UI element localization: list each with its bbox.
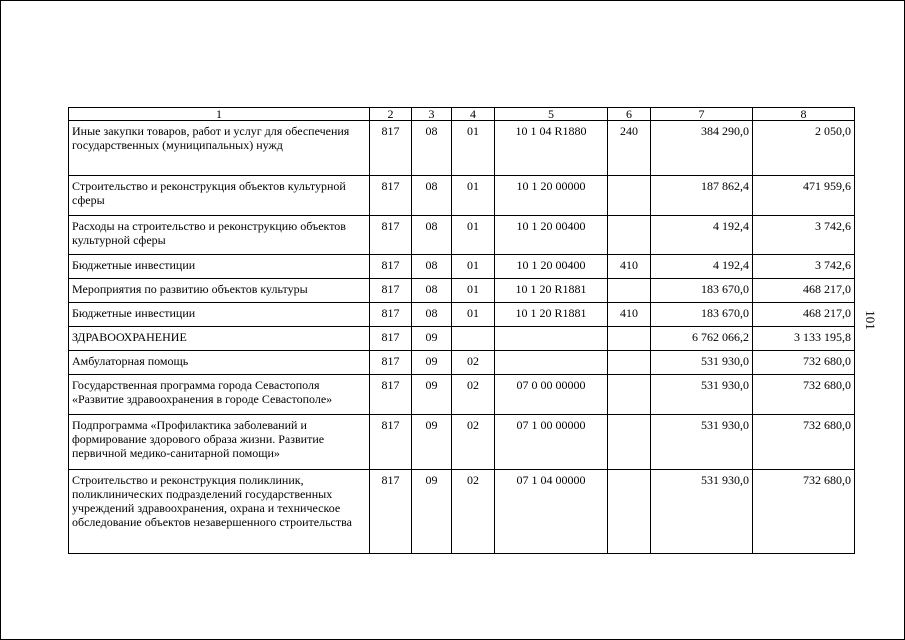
cell-c6: 410 [608, 303, 651, 327]
table-row [69, 351, 855, 375]
cell-c8: 732 680,0 [753, 470, 855, 554]
column-header: 6 [608, 108, 651, 121]
row-name: Амбулаторная помощь [69, 351, 370, 375]
cell-c6 [608, 470, 651, 554]
cell-c2: 817 [370, 303, 412, 327]
cell-c4: 01 [452, 121, 495, 176]
row-name: Бюджетные инвестиции [69, 255, 370, 279]
column-header: 1 [69, 108, 370, 121]
cell-c6: 410 [608, 255, 651, 279]
cell-c5 [495, 351, 608, 375]
cell-c3: 09 [412, 351, 452, 375]
cell-c6 [608, 279, 651, 303]
cell-c6 [608, 327, 651, 351]
cell-c6 [608, 216, 651, 255]
cell-c3: 09 [412, 470, 452, 554]
row-name: Строительство и реконструкция объектов культурной сферы [69, 176, 370, 216]
cell-c3: 08 [412, 279, 452, 303]
table-row [69, 121, 855, 176]
cell-c2: 817 [370, 327, 412, 351]
cell-c7: 187 862,4 [651, 176, 753, 216]
cell-c2: 817 [370, 255, 412, 279]
table-row [69, 303, 855, 327]
cell-c3: 08 [412, 255, 452, 279]
cell-c2: 817 [370, 470, 412, 554]
row-name: Бюджетные инвестиции [69, 303, 370, 327]
cell-c5: 10 1 04 R1880 [495, 121, 608, 176]
row-name: Государственная программа города Севастополя «Развитие здравоохранения в городе Севастополе» [69, 375, 370, 415]
table-row [69, 415, 855, 470]
cell-c7: 531 930,0 [651, 415, 753, 470]
cell-c5: 10 1 20 R1881 [495, 303, 608, 327]
cell-c7: 183 670,0 [651, 279, 753, 303]
cell-c4: 01 [452, 255, 495, 279]
cell-c3: 09 [412, 375, 452, 415]
page-number: 101 [863, 310, 878, 330]
column-header: 4 [452, 108, 495, 121]
cell-c3: 09 [412, 415, 452, 470]
cell-c4: 01 [452, 279, 495, 303]
cell-c8: 732 680,0 [753, 375, 855, 415]
column-header: 7 [651, 108, 753, 121]
cell-c5: 10 1 20 R1881 [495, 279, 608, 303]
cell-c2: 817 [370, 121, 412, 176]
cell-c8: 732 680,0 [753, 351, 855, 375]
cell-c4: 01 [452, 303, 495, 327]
column-header: 5 [495, 108, 608, 121]
column-header: 8 [753, 108, 855, 121]
cell-c2: 817 [370, 375, 412, 415]
cell-c6 [608, 351, 651, 375]
header-row [69, 108, 855, 121]
cell-c5: 07 1 04 00000 [495, 470, 608, 554]
row-name: Иные закупки товаров, работ и услуг для обеспечения государственных (муниципальных) нужд [69, 121, 370, 176]
row-name: Расходы на строительство и реконструкцию объектов культурной сферы [69, 216, 370, 255]
cell-c4: 02 [452, 470, 495, 554]
cell-c8: 3 133 195,8 [753, 327, 855, 351]
cell-c7: 4 192,4 [651, 255, 753, 279]
cell-c5 [495, 327, 608, 351]
cell-c8: 468 217,0 [753, 279, 855, 303]
table-row [69, 255, 855, 279]
cell-c2: 817 [370, 176, 412, 216]
budget-table [68, 107, 855, 554]
cell-c7: 531 930,0 [651, 470, 753, 554]
cell-c3: 08 [412, 121, 452, 176]
cell-c7: 384 290,0 [651, 121, 753, 176]
cell-c6: 240 [608, 121, 651, 176]
row-name: Подпрограмма «Профилактика заболеваний и формирование здорового образа жизни. Развитие первичной медико-санитарной помощи» [69, 415, 370, 470]
cell-c7: 531 930,0 [651, 351, 753, 375]
table-row [69, 470, 855, 554]
cell-c4: 02 [452, 375, 495, 415]
cell-c4: 02 [452, 351, 495, 375]
cell-c4: 01 [452, 216, 495, 255]
cell-c5: 07 0 00 00000 [495, 375, 608, 415]
cell-c6 [608, 415, 651, 470]
cell-c2: 817 [370, 415, 412, 470]
cell-c5: 10 1 20 00400 [495, 255, 608, 279]
cell-c7: 183 670,0 [651, 303, 753, 327]
row-name: Строительство и реконструкция поликлиник, поликлинических подразделений государственных учреждений здравоохранения, охрана и техническое обследование объектов незавершенного строительства [69, 470, 370, 554]
cell-c7: 6 762 066,2 [651, 327, 753, 351]
cell-c3: 08 [412, 303, 452, 327]
cell-c5: 10 1 20 00400 [495, 216, 608, 255]
cell-c8: 3 742,6 [753, 216, 855, 255]
table-row [69, 176, 855, 216]
cell-c4: 01 [452, 176, 495, 216]
table-row [69, 279, 855, 303]
table-row [69, 375, 855, 415]
cell-c2: 817 [370, 216, 412, 255]
cell-c3: 08 [412, 176, 452, 216]
cell-c2: 817 [370, 279, 412, 303]
cell-c5: 07 1 00 00000 [495, 415, 608, 470]
cell-c8: 2 050,0 [753, 121, 855, 176]
cell-c7: 531 930,0 [651, 375, 753, 415]
column-header: 2 [370, 108, 412, 121]
cell-c5: 10 1 20 00000 [495, 176, 608, 216]
cell-c4 [452, 327, 495, 351]
cell-c6 [608, 176, 651, 216]
cell-c8: 3 742,6 [753, 255, 855, 279]
cell-c4: 02 [452, 415, 495, 470]
cell-c3: 09 [412, 327, 452, 351]
cell-c7: 4 192,4 [651, 216, 753, 255]
row-name: Мероприятия по развитию объектов культуры [69, 279, 370, 303]
cell-c8: 471 959,6 [753, 176, 855, 216]
cell-c3: 08 [412, 216, 452, 255]
table-row [69, 327, 855, 351]
cell-c8: 732 680,0 [753, 415, 855, 470]
cell-c6 [608, 375, 651, 415]
cell-c8: 468 217,0 [753, 303, 855, 327]
table-row [69, 216, 855, 255]
cell-c2: 817 [370, 351, 412, 375]
column-header: 3 [412, 108, 452, 121]
row-name: ЗДРАВООХРАНЕНИЕ [69, 327, 370, 351]
